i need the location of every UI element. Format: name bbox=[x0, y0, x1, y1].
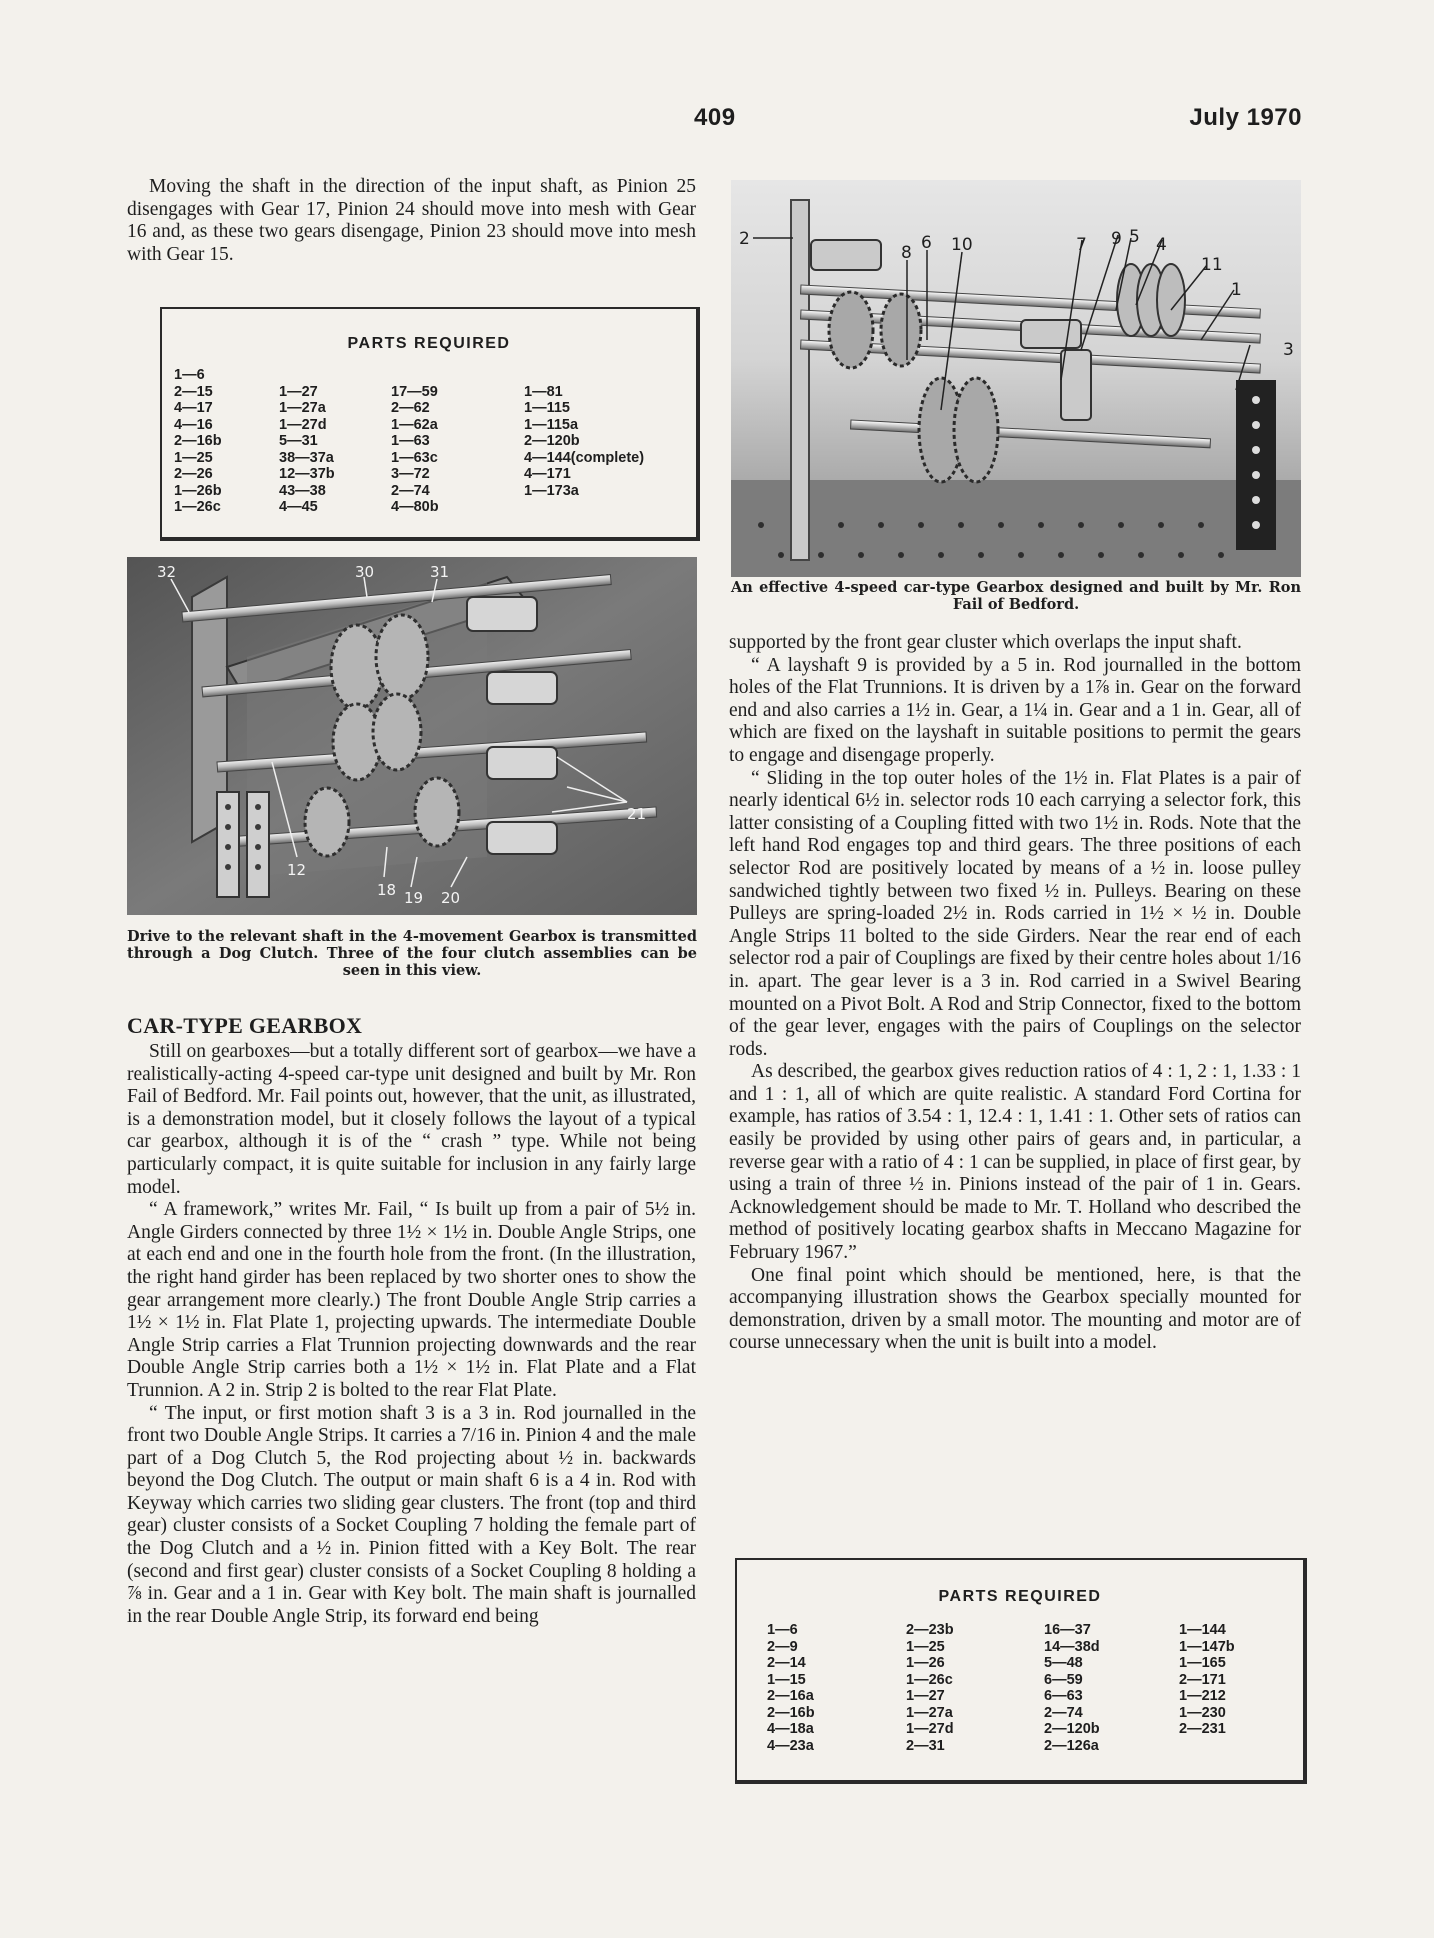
parts-column bbox=[1179, 1622, 1235, 1754]
body-paragraph: “ A layshaft 9 is provided by a 5 in. Rod journalled in the bottom holes of the Flat Trunnions. It is driven by a 1⅞ in. Gear on the forward end and also carries a 1½ in. Gear, a 1¼ in. Gear and a 1 in. Gear, all of which are fixed on the layshaft in suitable positions to permit the gears to engage and disengage properly. bbox=[729, 654, 1301, 766]
issue-date: July 1970 bbox=[1189, 104, 1302, 131]
part-item: 1—63c bbox=[391, 449, 438, 466]
part-item: 16—37 bbox=[1044, 1622, 1091, 1638]
four-movement-gearbox-image bbox=[127, 557, 697, 915]
part-item: 4—45 bbox=[279, 499, 318, 515]
page-number: 409 bbox=[694, 104, 736, 131]
part-item: 4—23a bbox=[767, 1737, 814, 1754]
photo-label: 21 bbox=[627, 805, 647, 823]
photo-label: 20 bbox=[441, 889, 461, 907]
part-item: 1—27d bbox=[906, 1721, 954, 1737]
part-item: 4—17 bbox=[174, 400, 213, 416]
part-item: 1—147b bbox=[1179, 1638, 1235, 1655]
part-item: 5—48 bbox=[1044, 1655, 1083, 1671]
part-item: 1—212 bbox=[1179, 1688, 1226, 1704]
part-item: 38—37a bbox=[279, 449, 334, 466]
part-item: 6—63 bbox=[1044, 1688, 1083, 1704]
part-item: 1—27 bbox=[279, 383, 318, 400]
part-item: 2—74 bbox=[1044, 1704, 1083, 1721]
part-item: 2—23b bbox=[906, 1622, 954, 1638]
part-item: 2—74 bbox=[391, 482, 430, 499]
part-item: 1—25 bbox=[174, 449, 213, 466]
part-item: 1—27 bbox=[906, 1688, 945, 1704]
parts-column bbox=[174, 367, 279, 516]
part-item: 1—165 bbox=[1179, 1655, 1226, 1671]
part-item: 4—80b bbox=[391, 499, 439, 515]
photo-label: 19 bbox=[404, 889, 424, 907]
body-paragraph: “ Sliding in the top outer holes of the 1½ in. Flat Plates is a pair of nearly identical 6½ in. selector rods 10 each carrying a selector fork, this latter consisting of a Coupling fitted with two 1½ in. Rods. Note that the left hand Rod engages top and third gears. The three positions of each selector Rod are positively located by means of a ½ in. loose pulley sandwiched tightly between two fixed ½ in. Pulleys. Bearing on these Pulleys are spring-loaded 2½ in. Rods carried in 1½ × ½ in. Double Angle Strips 11 bolted to the side Girders. Near the rear end of each selector rod a pair of Couplings are fixed by their centre holes about 1/16 in. apart. The gear lever is a 3 in. Rod carried in a Swivel Bearing mounted on a Pivot Bolt. A Rod and Strip Connector, fixed to the bottom of the gear lever, engages with the pairs of Couplings on the selector rods. bbox=[729, 767, 1301, 1060]
part-item: 5—31 bbox=[279, 433, 318, 449]
section-heading: CAR-TYPE GEARBOX bbox=[127, 1013, 363, 1038]
part-item: 2—16b bbox=[174, 433, 222, 449]
part-item: 2—171 bbox=[1179, 1671, 1226, 1688]
body-paragraph: “ A framework,” writes Mr. Fail, “ Is built up from a pair of 5½ in. Angle Girders connected by three 1½ × 1½ in. Double Angle Strips, one at each end and one in the fourth hole from the front. (In the illustration, the right hand girder has been replaced by two shorter ones to show the gear arrangement more clearly.) The front Double Angle Strip carries a 1½ × 1½ in. Flat Plate 1, projecting upwards. The intermediate Double Angle Strip carries a Flat Trunnion projecting downwards and the rear Double Angle Strip carries both a 1½ × 1½ in. Flat Plate and a Flat Trunnion. A 2 in. Strip 2 is bolted to the rear Flat Plate. bbox=[127, 1199, 696, 1401]
part-item: 1—27a bbox=[906, 1704, 953, 1721]
part-item: 1—230 bbox=[1179, 1704, 1226, 1721]
photo-label: 11 bbox=[1201, 255, 1223, 275]
parts-grid-1 bbox=[174, 367, 696, 516]
part-item: 2—9 bbox=[767, 1638, 798, 1655]
part-item: 4—144(complete) bbox=[524, 449, 645, 466]
photo-label: 7 bbox=[1076, 235, 1087, 255]
parts-column bbox=[767, 1622, 906, 1754]
part-item: 2—31 bbox=[906, 1737, 945, 1754]
part-item: 1—81 bbox=[524, 383, 563, 400]
body-paragraph: “ The input, or first motion shaft 3 is a 3 in. Rod journalled in the front two Double Angle Strips. It carries a 7/16 in. Pinion 4 and the male part of a Dog Clutch 5, the Rod projecting about ½ in. backwards beyond the Dog Clutch. The output or main shaft 6 is a 4 in. Rod with Keyway which carries two sliding gear clusters. The front (top and third gear) cluster consists of a Socket Coupling 7 holding the female part of the Dog Clutch and a ½ in. Pinion fitted with a Key Bolt. The rear (second and first gear) cluster consists of a Socket Coupling 8 holding a ⅞ in. Gear and a 1 in. Gear with Key bolt. The main shaft is journalled in the rear Double Angle Strip, its forward end being bbox=[127, 1402, 696, 1627]
intro-text bbox=[127, 176, 696, 266]
parts-required-box-2 bbox=[735, 1558, 1307, 1784]
part-item: 1—6 bbox=[174, 367, 205, 383]
part-item: 12—37b bbox=[279, 466, 335, 482]
parts-title-1: PARTS REQUIRED bbox=[347, 335, 511, 352]
part-item: 17—59 bbox=[391, 383, 438, 400]
part-item: 1—27a bbox=[279, 400, 326, 416]
photo-label: 6 bbox=[921, 233, 932, 253]
part-item: 2—16b bbox=[767, 1704, 815, 1721]
photo-label: 8 bbox=[901, 243, 912, 263]
left-body bbox=[127, 1013, 696, 1628]
part-item: 2—120b bbox=[524, 433, 580, 449]
parts-column bbox=[524, 367, 644, 516]
photo-label: 10 bbox=[951, 235, 973, 255]
right-body bbox=[729, 632, 1301, 1355]
body-paragraph: supported by the front gear cluster which overlaps the input shaft. bbox=[729, 632, 1242, 653]
intro-paragraph: Moving the shaft in the direction of the input shaft, as Pinion 25 disengages with Gear 17, Pinion 24 should move into mesh with Gear 16 and, as these two gears disengage, Pinion 23 should move into mesh with Gear 15. bbox=[127, 176, 696, 265]
body-paragraph: As described, the gearbox gives reduction ratios of 4 : 1, 2 : 1, 1.33 : 1 and 1 : 1, all of which are quite realistic. A standard Ford Cortina for example, has ratios of 3.54 : 1, 12.4 : 1, 1.41 : 1. Other sets of ratios can easily be provided by using other pairs of gears and, in particular, a reverse gear with a ratio of 4 : 1 can be supplied, in place of first gear, by using a train of three ½ in. Pinions instead of the pair of 1 in. Gears. Acknowledgement should be made to Mr. T. Holland who described the method of positively locating gearbox shafts in Meccano Magazine for February 1967.” bbox=[729, 1061, 1301, 1264]
part-item: 4—16 bbox=[174, 416, 213, 433]
part-item: 2—26 bbox=[174, 466, 213, 482]
photo-left-caption: Drive to the relevant shaft in the 4-movement Gearbox is transmitted through a Dog Clutch. Three of the four clutch assemblies can be seen in this view. bbox=[127, 928, 697, 979]
gearbox-photo-right bbox=[731, 180, 1301, 577]
parts-column bbox=[906, 1622, 1044, 1754]
parts-grid-2 bbox=[767, 1622, 1303, 1754]
part-item: 2—120b bbox=[1044, 1721, 1100, 1737]
car-type-gearbox-image bbox=[731, 180, 1301, 577]
part-item: 2—16a bbox=[767, 1688, 814, 1704]
gearbox-photo-left bbox=[127, 557, 697, 915]
part-item: 1—27d bbox=[279, 416, 327, 433]
photo-label: 12 bbox=[287, 861, 307, 879]
photo-label: 9 bbox=[1111, 229, 1122, 249]
part-item: 14—38d bbox=[1044, 1638, 1100, 1655]
part-item: 2—15 bbox=[174, 383, 213, 400]
part-item: 1—115 bbox=[524, 400, 570, 416]
part-item: 1—6 bbox=[767, 1622, 798, 1638]
parts-column bbox=[391, 367, 524, 516]
part-item: 1—173a bbox=[524, 482, 579, 499]
part-item: 2—14 bbox=[767, 1655, 806, 1671]
parts-column bbox=[1044, 1622, 1179, 1754]
part-item: 4—18a bbox=[767, 1721, 814, 1737]
photo-label: 3 bbox=[1283, 340, 1294, 360]
photo-right-caption: An effective 4-speed car-type Gearbox designed and built by Mr. Ron Fail of Bedford. bbox=[731, 579, 1301, 613]
part-item: 1—115a bbox=[524, 416, 579, 433]
part-item: 1—15 bbox=[767, 1671, 806, 1688]
part-item: 43—38 bbox=[279, 482, 326, 499]
part-item: 1—26c bbox=[906, 1671, 953, 1688]
photo-label: 18 bbox=[377, 881, 397, 899]
part-item: 2—231 bbox=[1179, 1721, 1226, 1737]
body-paragraph: Still on gearboxes—but a totally different sort of gearbox—we have a realistically-acting 4-speed car-type unit designed and built by Mr. Ron Fail of Bedford. Mr. Fail points out, however, that the unit, as illustrated, is a demonstration model, but it closely follows the layout of a typical car gearbox, although it is of the “ crash ” type. While not being particularly compact, it is quite suitable for inclusion in any fairly large model. bbox=[127, 1041, 696, 1198]
part-item: 2—126a bbox=[1044, 1737, 1099, 1754]
photo-label: 30 bbox=[355, 563, 375, 581]
parts-column bbox=[279, 367, 391, 516]
part-item: 1—63 bbox=[391, 433, 430, 449]
photo-label: 2 bbox=[739, 229, 750, 249]
part-item: 1—26c bbox=[174, 499, 221, 515]
photo-label: 32 bbox=[157, 563, 177, 581]
part-item: 1—62a bbox=[391, 416, 438, 433]
parts-title-2: PARTS REQUIRED bbox=[938, 1588, 1102, 1605]
parts-required-box-1 bbox=[160, 307, 700, 541]
photo-label: 1 bbox=[1231, 280, 1242, 300]
part-item: 3—72 bbox=[391, 466, 430, 482]
body-paragraph: One final point which should be mentioned, here, is that the accompanying illustration shows the Gearbox specially mounted for demonstration, driven by a small motor. The mounting and motor are of course unnecessary when the unit is built into a model. bbox=[729, 1264, 1301, 1354]
part-item: 2—62 bbox=[391, 400, 430, 416]
part-item: 4—171 bbox=[524, 466, 571, 482]
part-item: 1—144 bbox=[1179, 1622, 1226, 1638]
photo-label: 31 bbox=[430, 563, 450, 581]
part-item: 1—25 bbox=[906, 1638, 945, 1655]
photo-label: 4 bbox=[1156, 235, 1167, 255]
photo-label: 5 bbox=[1129, 227, 1140, 247]
part-item: 1—26b bbox=[174, 482, 222, 499]
part-item: 1—26 bbox=[906, 1655, 945, 1671]
part-item: 6—59 bbox=[1044, 1671, 1083, 1688]
